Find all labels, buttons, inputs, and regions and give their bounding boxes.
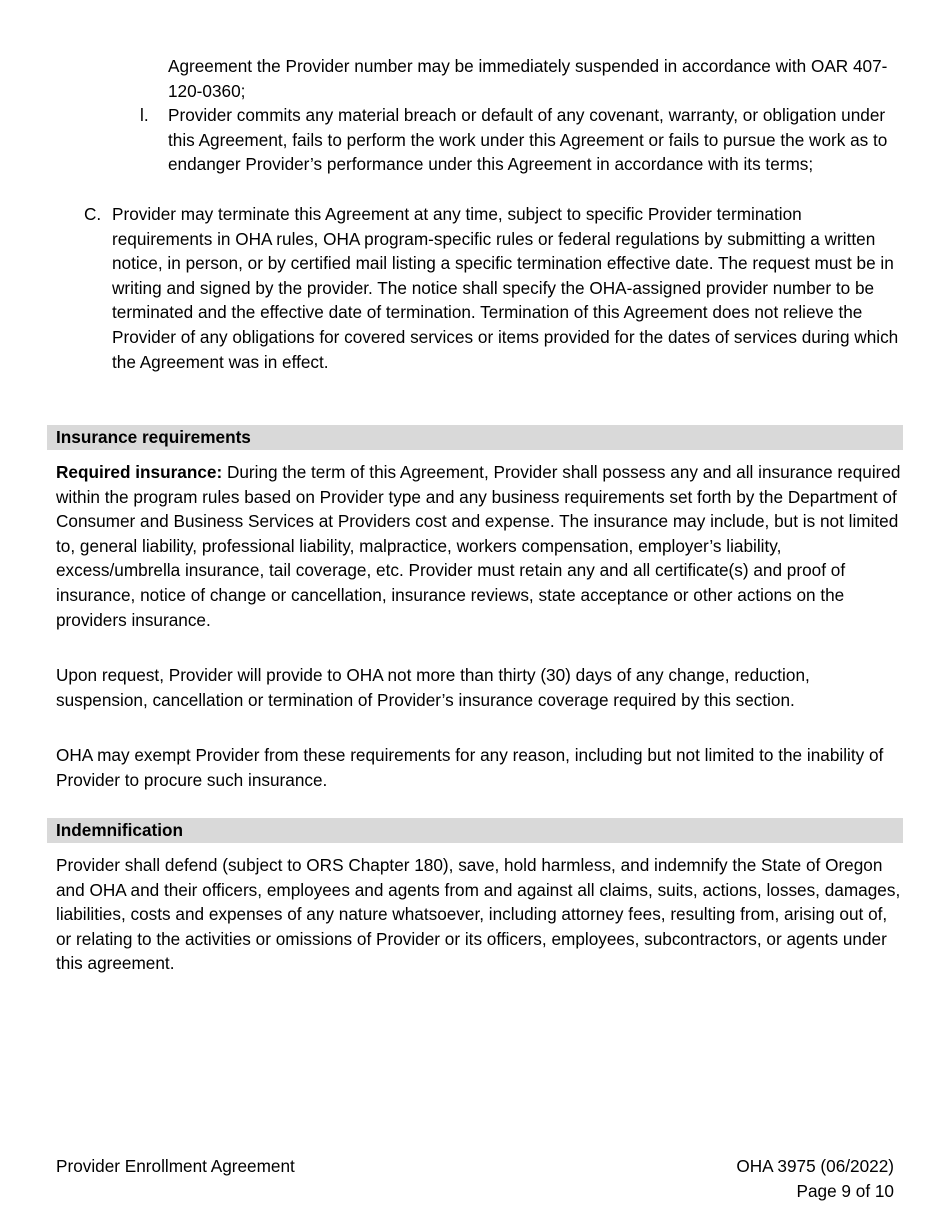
required-insurance-text: During the term of this Agreement, Provider shall possess any and all insurance required within the program rules based on Provider type and any business requirements set forth by the Department of Consumer and Business Services at Providers cost and expense. The insurance may include, but is not limited to, general liability, professional liability, malpractice, workers compensation, employer’s liability, excess/umbrella insurance, tail coverage, etc. Provider must retain any and all certificate(s) and proof of insurance, notice of change or cancellation, insurance reviews, state acceptance or other actions on the providers insurance. [56,462,901,630]
indemnification-section-header [47,818,903,843]
list-marker-l: l. [140,105,149,125]
list-item-l-text: Provider commits any material breach or default of any covenant, warranty, or obligation under this Agreement, fails to perform the work under this Agreement or fails to pursue the work as to endanger Provider’s performance under this Agreement in accordance with its terms; [168,105,888,175]
required-insurance-label: Required insurance: [56,462,223,482]
insurance-exempt-paragraph: OHA may exempt Provider from these requirements for any reason, including but not limited to the inability of Provider to procure such insurance. [56,745,884,790]
list-item-c [84,202,899,374]
indemnification-heading: Indemnification [56,820,184,840]
indemnification-paragraph: Provider shall defend (subject to ORS Chapter 180), save, hold harmless, and indemnify the State of Oregon and OHA and their officers, employees and agents from and against all claims, suits, actions, losses, damages, liabilities, costs and expenses of any nature whatsoever, including attorney fees, resulting from, arising out of, or relating to the activities or omissions of Provider or its officers, employees, subcontractors, or agents under this agreement. [56,855,901,974]
required-insurance-paragraph [56,460,901,632]
footer-form-number: OHA 3975 (06/2022) [736,1156,894,1176]
footer-title: Provider Enrollment Agreement [56,1156,295,1176]
list-marker-c: C. [84,204,102,224]
list-item-l [140,103,900,177]
insurance-request-paragraph: Upon request, Provider will provide to OHA not more than thirty (30) days of any change, reduction, suspension, cancellation or termination of Provider’s insurance coverage required by this section. [56,665,810,710]
insurance-section-header [47,425,903,450]
insurance-heading: Insurance requirements [56,427,251,447]
footer-right-block [736,1154,894,1203]
continuation-text: Agreement the Provider number may be immediately suspended in accordance with OAR 407-120-0360; [168,56,888,101]
footer-page-number: Page 9 of 10 [796,1180,894,1201]
list-item-c-text: Provider may terminate this Agreement at any time, subject to specific Provider termination requirements in OHA rules, OHA program-specific rules or federal regulations by submitting a written notice, in person, or by certified mail listing a specific termination effective date. The request must be in writing and signed by the provider. The notice shall specify the OHA-assigned provider number to be terminated and the effective date of termination. Termination of this Agreement does not relieve the Provider of any obligations for covered services or items provided for the dates of services during which the Agreement was in effect. [112,204,899,372]
